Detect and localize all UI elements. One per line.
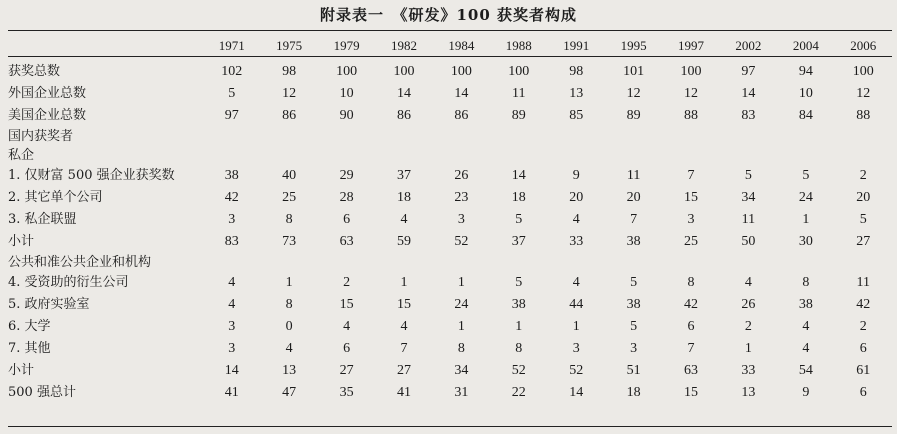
value-cell: 100	[852, 64, 874, 79]
value-cell: 29	[339, 168, 354, 183]
value-cell: 44	[569, 297, 584, 312]
value-cell: 4	[400, 319, 408, 334]
row-label: 4. 受资助的衍生公司	[8, 275, 129, 290]
value-cell: 12	[856, 86, 871, 101]
value-cell: 8	[457, 341, 465, 356]
value-cell: 1	[400, 275, 408, 290]
value-cell: 9	[802, 385, 810, 400]
value-cell: 86	[282, 108, 297, 123]
value-cell: 23	[454, 190, 469, 205]
value-cell: 35	[339, 385, 354, 400]
value-cell: 4	[228, 275, 236, 290]
value-cell: 1	[572, 319, 580, 334]
value-cell: 5	[228, 86, 236, 101]
value-cell: 52	[511, 363, 526, 378]
table-row	[8, 382, 892, 404]
value-cell: 100	[393, 64, 415, 79]
value-cell: 6	[859, 341, 867, 356]
value-cell: 63	[684, 363, 699, 378]
year-header-cell: 1995	[620, 38, 647, 53]
value-cell: 33	[741, 363, 756, 378]
value-cell: 86	[396, 108, 411, 123]
value-cell: 7	[400, 341, 408, 356]
value-cell: 34	[741, 190, 756, 205]
value-cell: 24	[798, 190, 813, 205]
value-cell: 98	[569, 64, 584, 79]
value-cell: 102	[221, 64, 243, 79]
awards-composition-table	[8, 36, 892, 404]
value-cell: 50	[741, 234, 756, 249]
value-cell: 100	[680, 64, 702, 79]
value-cell: 15	[684, 190, 699, 205]
value-cell: 13	[741, 385, 756, 400]
value-cell: 8	[687, 275, 695, 290]
year-header-cell: 2006	[850, 38, 877, 53]
value-cell: 100	[450, 64, 472, 79]
value-cell: 13	[569, 86, 584, 101]
value-cell: 5	[744, 168, 752, 183]
value-cell: 18	[396, 190, 411, 205]
value-cell: 11	[856, 275, 870, 290]
section-header-row	[8, 127, 892, 146]
value-cell: 90	[339, 108, 354, 123]
value-cell: 1	[515, 319, 523, 334]
table-row	[8, 83, 892, 105]
value-cell: 2	[859, 319, 867, 334]
value-cell: 41	[224, 385, 239, 400]
value-cell: 89	[511, 108, 526, 123]
value-cell: 15	[396, 297, 411, 312]
value-cell: 42	[856, 297, 871, 312]
value-cell: 5	[630, 275, 638, 290]
value-cell: 6	[859, 385, 867, 400]
value-cell: 10	[339, 86, 354, 101]
value-cell: 42	[684, 297, 699, 312]
row-label: 6. 大学	[8, 319, 51, 334]
row-label: 2. 其它单个公司	[8, 190, 103, 205]
value-cell: 1	[457, 319, 465, 334]
value-cell: 3	[687, 212, 695, 227]
value-cell: 25	[282, 190, 297, 205]
value-cell: 37	[511, 234, 526, 249]
row-label: 5. 政府实验室	[8, 297, 90, 312]
table-row	[8, 231, 892, 253]
value-cell: 9	[572, 168, 580, 183]
value-cell: 5	[515, 212, 523, 227]
row-label: 获奖总数	[8, 64, 61, 79]
value-cell: 26	[454, 168, 469, 183]
value-cell: 1	[457, 275, 465, 290]
year-header-cell: 1984	[448, 38, 475, 53]
value-cell: 3	[228, 319, 236, 334]
value-cell: 47	[282, 385, 297, 400]
value-cell: 40	[282, 168, 297, 183]
year-header-cell: 1988	[505, 38, 532, 53]
value-cell: 27	[339, 363, 354, 378]
section-label: 私企	[8, 148, 35, 163]
value-cell: 8	[285, 297, 293, 312]
value-cell: 4	[802, 341, 810, 356]
year-header-cell: 1997	[678, 38, 705, 53]
year-header-cell: 1975	[276, 38, 303, 53]
value-cell: 73	[282, 234, 297, 249]
value-cell: 97	[224, 108, 239, 123]
value-cell: 54	[798, 363, 813, 378]
value-cell: 15	[339, 297, 354, 312]
row-label: 美国企业总数	[8, 108, 87, 123]
value-cell: 30	[798, 234, 813, 249]
value-cell: 5	[630, 319, 638, 334]
value-cell: 84	[798, 108, 813, 123]
value-cell: 59	[396, 234, 411, 249]
value-cell: 20	[626, 190, 641, 205]
header-blank-cell	[8, 36, 203, 56]
value-cell: 14	[454, 86, 469, 101]
value-cell: 4	[744, 275, 752, 290]
row-label: 500 强总计	[8, 385, 76, 400]
value-cell: 31	[454, 385, 469, 400]
value-cell: 41	[396, 385, 411, 400]
row-label: 小计	[8, 363, 35, 378]
value-cell: 13	[282, 363, 297, 378]
value-cell: 86	[454, 108, 469, 123]
value-cell: 5	[802, 168, 810, 183]
value-cell: 38	[798, 297, 813, 312]
year-header-cell: 2004	[792, 38, 819, 53]
value-cell: 1	[744, 341, 752, 356]
value-cell: 38	[626, 297, 641, 312]
year-header-cell: 1979	[333, 38, 360, 53]
value-cell: 3	[572, 341, 580, 356]
value-cell: 8	[515, 341, 523, 356]
value-cell: 37	[396, 168, 411, 183]
table-row	[8, 165, 892, 187]
value-cell: 33	[569, 234, 584, 249]
value-cell: 7	[687, 341, 695, 356]
value-cell: 3	[457, 212, 465, 227]
section-header-row	[8, 146, 892, 165]
value-cell: 26	[741, 297, 756, 312]
table-title: 附录表一 《研发》100 获奖者构成	[319, 6, 578, 24]
value-cell: 85	[569, 108, 584, 123]
value-cell: 3	[228, 341, 236, 356]
value-cell: 2	[744, 319, 752, 334]
value-cell: 97	[741, 64, 756, 79]
row-label: 1. 仅财富 500 强企业获奖数	[8, 168, 175, 183]
row-label: 3. 私企联盟	[8, 212, 77, 227]
table-row	[8, 338, 892, 360]
value-cell: 28	[339, 190, 354, 205]
year-header-cell: 1982	[390, 38, 417, 53]
value-cell: 88	[856, 108, 871, 123]
value-cell: 8	[802, 275, 810, 290]
value-cell: 1	[285, 275, 293, 290]
value-cell: 18	[626, 385, 641, 400]
row-label: 7. 其他	[8, 341, 51, 356]
value-cell: 98	[282, 64, 297, 79]
row-label: 小计	[8, 234, 35, 249]
table-row	[8, 316, 892, 338]
value-cell: 61	[856, 363, 871, 378]
value-cell: 7	[687, 168, 695, 183]
value-cell: 14	[511, 168, 526, 183]
value-cell: 4	[802, 319, 810, 334]
value-cell: 100	[336, 64, 358, 79]
value-cell: 3	[630, 341, 638, 356]
value-cell: 88	[684, 108, 699, 123]
value-cell: 34	[454, 363, 469, 378]
year-header-cell: 1991	[563, 38, 590, 53]
value-cell: 4	[285, 341, 293, 356]
value-cell: 4	[228, 297, 236, 312]
value-cell: 12	[282, 86, 297, 101]
value-cell: 8	[285, 212, 293, 227]
value-cell: 51	[626, 363, 641, 378]
value-cell: 6	[343, 212, 351, 227]
value-cell: 63	[339, 234, 354, 249]
table-row	[8, 187, 892, 209]
value-cell: 5	[515, 275, 523, 290]
value-cell: 20	[856, 190, 871, 205]
value-cell: 14	[741, 86, 756, 101]
value-cell: 52	[454, 234, 469, 249]
value-cell: 83	[224, 234, 239, 249]
section-label: 国内获奖者	[8, 129, 74, 144]
value-cell: 22	[511, 385, 526, 400]
value-cell: 15	[684, 385, 699, 400]
table-row	[8, 294, 892, 316]
bottom-rule	[8, 426, 892, 427]
table-row	[8, 105, 892, 127]
value-cell: 38	[626, 234, 641, 249]
value-cell: 4	[572, 212, 580, 227]
value-cell: 52	[569, 363, 584, 378]
table-row	[8, 360, 892, 382]
table-row	[8, 61, 892, 83]
value-cell: 11	[626, 168, 641, 183]
value-cell: 3	[228, 212, 236, 227]
value-cell: 2	[343, 275, 351, 290]
value-cell: 11	[512, 86, 526, 101]
value-cell: 5	[859, 212, 867, 227]
year-header-cell: 1971	[218, 38, 245, 53]
value-cell: 0	[285, 319, 293, 334]
value-cell: 20	[569, 190, 584, 205]
value-cell: 83	[741, 108, 756, 123]
value-cell: 4	[572, 275, 580, 290]
value-cell: 12	[626, 86, 641, 101]
value-cell: 2	[859, 168, 867, 183]
row-label: 外国企业总数	[8, 86, 87, 101]
value-cell: 7	[630, 212, 638, 227]
value-cell: 38	[511, 297, 526, 312]
value-cell: 94	[798, 64, 813, 79]
value-cell: 6	[343, 341, 351, 356]
value-cell: 27	[856, 234, 871, 249]
value-cell: 4	[343, 319, 351, 334]
value-cell: 10	[798, 86, 813, 101]
value-cell: 42	[224, 190, 239, 205]
value-cell: 14	[569, 385, 584, 400]
value-cell: 14	[224, 363, 239, 378]
section-label: 公共和准公共企业和机构	[8, 255, 152, 270]
value-cell: 1	[802, 212, 810, 227]
top-rule	[8, 30, 892, 31]
value-cell: 24	[454, 297, 469, 312]
year-header-row	[8, 36, 892, 56]
value-cell: 38	[224, 168, 239, 183]
value-cell: 25	[684, 234, 699, 249]
value-cell: 4	[400, 212, 408, 227]
value-cell: 27	[396, 363, 411, 378]
value-cell: 89	[626, 108, 641, 123]
value-cell: 101	[623, 64, 645, 79]
value-cell: 18	[511, 190, 526, 205]
value-cell: 6	[687, 319, 695, 334]
value-cell: 12	[684, 86, 699, 101]
section-header-row	[8, 253, 892, 272]
value-cell: 11	[741, 212, 756, 227]
table-row	[8, 209, 892, 231]
year-header-cell: 2002	[735, 38, 762, 53]
table-row	[8, 272, 892, 294]
value-cell: 14	[396, 86, 411, 101]
value-cell: 100	[508, 64, 530, 79]
